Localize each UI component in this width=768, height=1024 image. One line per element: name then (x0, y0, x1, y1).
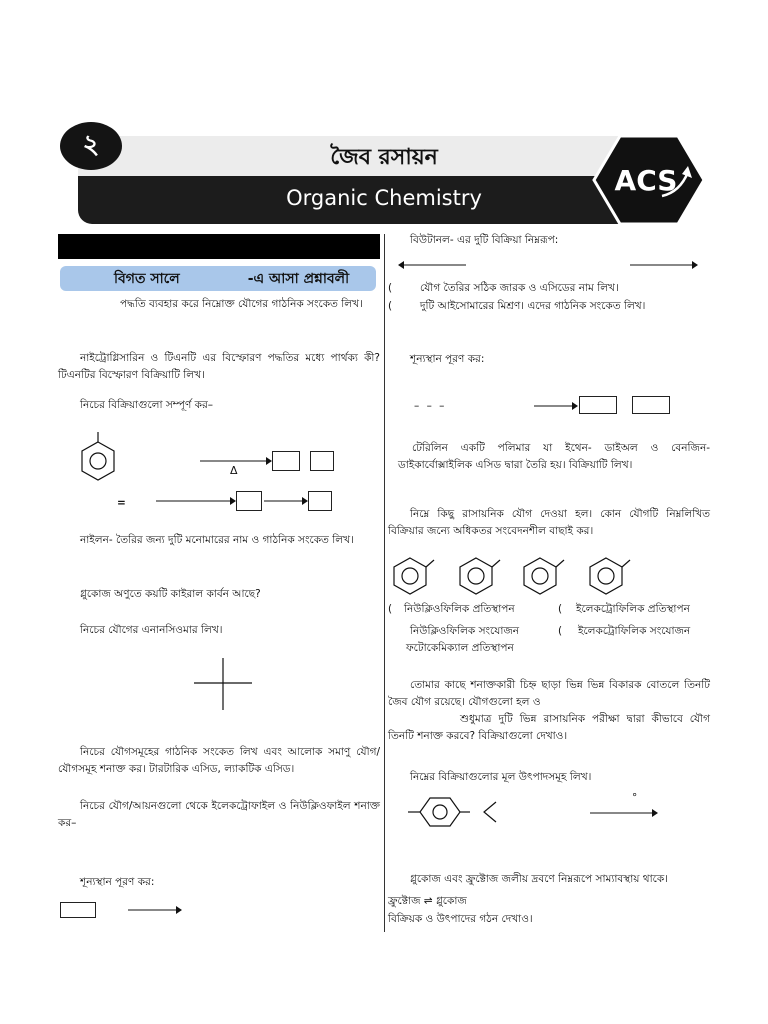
blank-box (236, 491, 262, 511)
blank-box (60, 902, 96, 918)
fructose-glucose-equilibrium: ফ্রুক্টোজ ⇌ গ্লুকোজ (388, 895, 467, 907)
reaction-arrow-left (398, 258, 466, 272)
reaction-arrow (264, 494, 308, 508)
double-bond-symbol: = (117, 497, 126, 509)
option-nucleophilic-substitution: নিউক্লিওফিলিক প্রতিস্থাপন (404, 603, 515, 615)
right-question-7-continued: শুধুমাত্র দুটি ভিন্ন রাসায়নিক পরীক্ষা দ্বারা কীভাবে যৌগ তিনটি শনাক্ত করবে? বিক্রিয়াগুলো দেখাও। (388, 713, 710, 742)
acs-logo (592, 134, 704, 226)
chapter-title-english: Organic Chemistry (286, 186, 482, 210)
blank-box (579, 396, 617, 414)
option-photochemical-substitution: ফটোকেমিক্যাল প্রতিস্থাপন (406, 642, 514, 654)
right-question-10: বিক্রিয়ক ও উৎপাদের গঠন দেখাও। (388, 913, 533, 925)
chapter-title-bengali: জৈব রসায়ন (330, 145, 438, 170)
question-3: নিচের বিক্রিয়াগুলো সম্পূর্ণ কর– (80, 399, 214, 411)
reaction-arrow (156, 494, 236, 508)
right-question-3: দুটি আইসোমারের মিশ্রণ। এদের গাঠনিক সংকেত লিখ। (420, 300, 646, 312)
paren-marker: ( (388, 603, 393, 615)
section-title-part-a: বিগত সালে (114, 270, 180, 287)
reaction-arrow (128, 903, 182, 917)
question-4: নাইলন- তৈরির জন্য দুটি মনোমারের নাম ও গাঠনিক সংকেত লিখ। (80, 534, 354, 546)
benzene-ring-structure (460, 558, 500, 594)
right-question-7: তোমার কাছে শনাক্তকারী চিহ্ন ছাড়া ভিন্ন ভিন্ন বিকারক বোতলে তিনটি জৈব যৌগ রয়েছে। যৌগগুলো হল ও (388, 679, 710, 708)
para-disubstituted-benzene (408, 792, 508, 832)
reaction-arrow (534, 399, 578, 413)
right-question-1: বিউটানল- এর দুটি বিক্রিয়া নিম্নরূপ: (410, 234, 559, 246)
paren-marker: ( (388, 282, 393, 294)
blank-dashes: – – – (414, 400, 447, 412)
paren-marker: ( (388, 300, 393, 312)
option-electrophilic-addition: ইলেকট্রোফিলিক সংযোজন (578, 625, 691, 637)
right-question-8: নিম্নের বিক্রিয়াগুলোর মূল উৎপাদসমূহ লিখ। (410, 771, 592, 783)
question-6: নিচের যৌগের এনানসিওমার লিখ। (80, 624, 223, 636)
question-7: নিচের যৌগসমূহের গাঠনিক সংকেত লিখ এবং আলোক সমাণু যৌগ/যৌগসমূহ শনাক্ত কর। টারটারিক এসিড, ল্যাকটিক এসিড। (58, 746, 380, 775)
reaction-arrow-right (630, 258, 698, 272)
question-2: নাইট্রোগ্লিসারিন ও টিএনটি এর বিস্ফোরণ পদ্ধতির মধ্যে পার্থক্য কী? টিএনটির বিস্ফোরণ বিক্রিয়াটি লিখ। (58, 352, 380, 381)
blank-box (272, 451, 300, 471)
benzene-ring-structure (590, 558, 630, 594)
benzene-ring-structure (76, 430, 122, 486)
paren-marker: ( (558, 603, 563, 615)
option-nucleophilic-addition: নিউক্লিওফিলিক সংযোজন (410, 625, 520, 637)
benzene-ring-structure (394, 558, 434, 594)
reaction-arrow (590, 806, 658, 820)
benzene-ring-structure (524, 558, 564, 594)
question-5: গ্লুকোজ অণুতে কয়টি কাইরাল কার্বন আছে? (80, 588, 261, 600)
degree-symbol: ° (632, 792, 638, 804)
question-1: পদ্ধতি ব্যবহার করে নিম্নোক্ত যৌগের গাঠনিক সংকেত লিখ। (120, 298, 363, 310)
section-header-bar (58, 234, 380, 259)
right-question-2: যৌগ তৈরির সঠিক জারক ও এসিডের নাম লিখ। (420, 282, 619, 294)
logo-text: ACS (614, 164, 678, 197)
column-divider (384, 234, 385, 932)
paren-marker: ( (558, 625, 563, 637)
right-question-9: গ্লুকোজ এবং ফ্রুক্টোজ জলীয় দ্রবণে নিম্নরূপে সাম্যাবস্থায় থাকে। (410, 873, 668, 885)
right-question-6: নিম্নে কিছু রাসায়নিক যৌগ দেওয়া হল। কোন যৌগটি নিম্নলিখিত বিক্রিয়ার জন্যে অধিকতর সংবেদনশীল বাছাই কর। (388, 508, 710, 537)
blank-box (308, 491, 332, 511)
question-9: শূন্যস্থান পূরণ কর: (80, 876, 155, 888)
fischer-projection-cross (192, 656, 254, 712)
blank-box (632, 396, 670, 414)
question-8: নিচের যৌগ/আয়নগুলো থেকে ইলেকট্রোফাইল ও নিউক্লিওফাইল শনাক্ত কর– (58, 800, 380, 829)
chapter-number-badge: ২ (60, 122, 122, 170)
section-title-pill (60, 266, 376, 291)
option-electrophilic-substitution: ইলেকট্রোফিলিক প্রতিস্থাপন (576, 603, 690, 615)
benzene-compounds-row (388, 554, 718, 600)
section-title-part-b: -এ আসা প্রশ্নাবলী (247, 270, 350, 287)
right-question-5: টেরিলিন একটি পলিমার যা ইথেন- ডাইঅল ও বেনজিন-ডাইকার্বোক্সাইলিক এসিড দ্বারা তৈরি হয়। বিক্রিয়াটি লিখ। (398, 442, 710, 471)
heat-symbol: Δ (230, 464, 238, 477)
right-question-4: শূন্যস্থান পূরণ কর: (410, 353, 485, 365)
blank-box (310, 451, 334, 471)
